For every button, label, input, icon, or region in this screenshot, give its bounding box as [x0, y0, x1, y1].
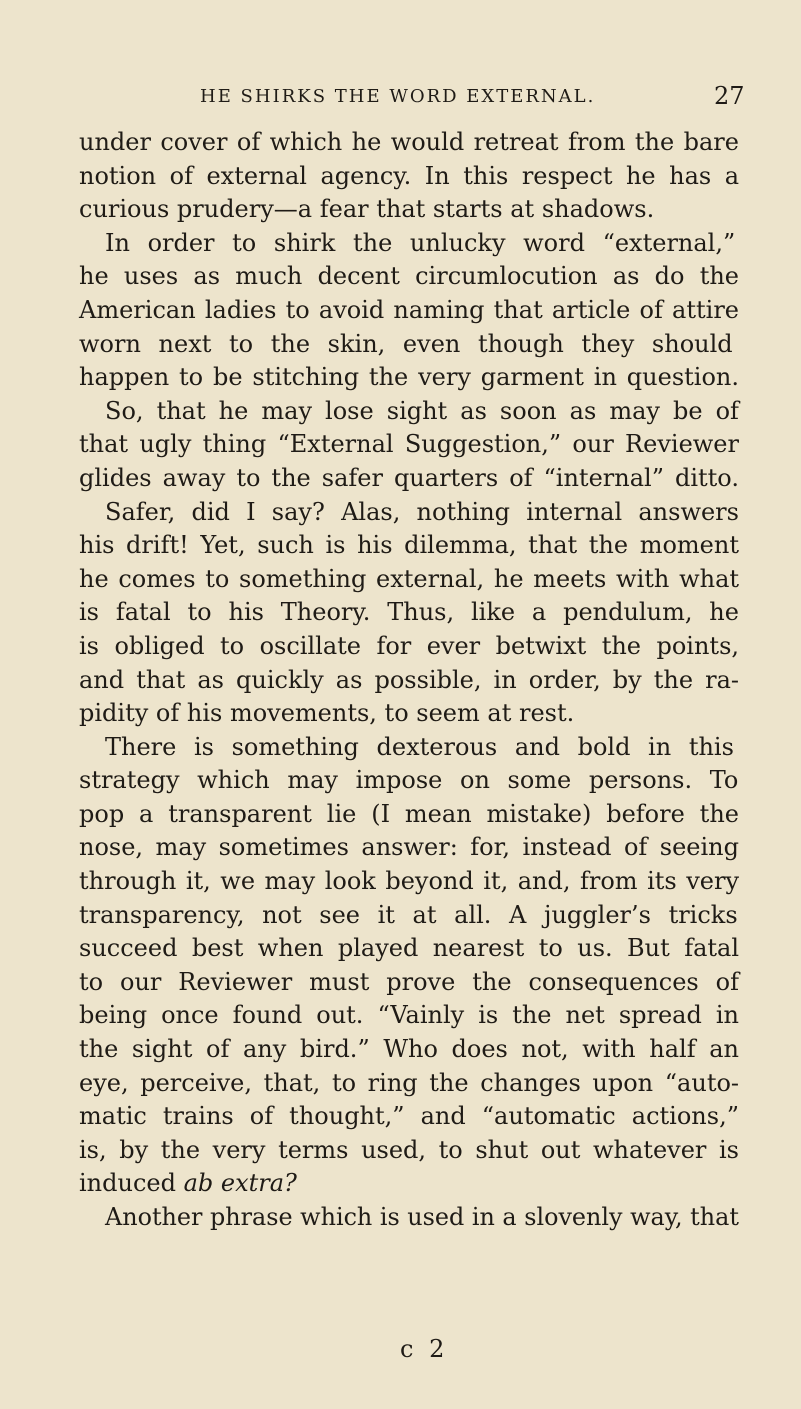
text-line: under cover of which he would retreat from the bare	[79, 128, 739, 156]
text-line: he comes to something external, he meets with what	[79, 564, 740, 593]
text-line: that ugly thing “External Suggestion,” our Reviewer	[79, 430, 739, 459]
text-line: eye, perceive, that, to ring the changes upon “auto-	[79, 1068, 740, 1097]
text-line: matic trains of thought,” and “automatic actions,”	[79, 1102, 739, 1131]
text-line: Safer, did I say? Alas, nothing internal answers	[105, 497, 739, 526]
text-line: American ladies to avoid naming that article of attire	[79, 295, 740, 324]
text-line: curious prudery—a fear that starts at shadows.	[79, 195, 655, 224]
text-line: and that as quickly as possible, in order, by the ra-	[79, 665, 740, 694]
text-line: strategy which may impose on some persons. To	[79, 766, 739, 795]
text-line: notion of external agency. In this respect he has a	[79, 161, 740, 190]
text-line: his drift! Yet, such is his dilemma, that the moment	[79, 531, 739, 560]
text-line: pidity of his movements, to seem at rest.	[79, 699, 575, 728]
text-line: Another phrase which is used in a slovenly way, that	[105, 1203, 739, 1231]
body-text	[79, 126, 739, 1235]
text-line: happen to be stitching the very garment in question.	[79, 363, 739, 392]
text-line: induced ab extra?	[79, 1169, 297, 1198]
text-line: is obliged to oscillate for ever betwixt the points,	[79, 631, 740, 660]
signature-mark: c 2	[400, 1335, 449, 1363]
text-line: In order to shirk the unlucky word “external,”	[105, 228, 736, 257]
text-line: So, that he may lose sight as soon as may be of	[105, 396, 739, 425]
text-line: succeed best when played nearest to us. But fatal	[79, 934, 740, 963]
text-line: pop a transparent lie (I mean mistake) before the	[79, 799, 739, 828]
text-line: the sight of any bird.” Who does not, with half an	[79, 1035, 739, 1064]
text-line: nose, may sometimes answer: for, instead of seeing	[79, 833, 739, 862]
text-line: There is something dexterous and bold in this	[105, 732, 734, 761]
text-line: is, by the very terms used, to shut out whatever is	[79, 1135, 739, 1164]
running-head: HE SHIRKS THE WORD EXTERNAL.	[200, 86, 596, 107]
text-line: he uses as much decent circumlocution as do the	[79, 262, 739, 291]
text-line: worn next to the skin, even though they should	[79, 329, 733, 358]
text-line: glides away to the safer quarters of “internal” ditto.	[79, 463, 739, 492]
text-line: being once found out. “Vainly is the net spread in	[79, 1001, 739, 1030]
italic-phrase: ab extra?	[183, 1169, 297, 1198]
text-line: transparency, not see it at all. A juggler’s tricks	[79, 900, 738, 929]
page-number: 27	[714, 82, 745, 110]
text-line: is fatal to his Theory. Thus, like a pendulum, he	[79, 598, 739, 627]
text-line: through it, we may look beyond it, and, from its very	[79, 867, 740, 896]
text-line: to our Reviewer must prove the consequences of	[79, 967, 740, 996]
